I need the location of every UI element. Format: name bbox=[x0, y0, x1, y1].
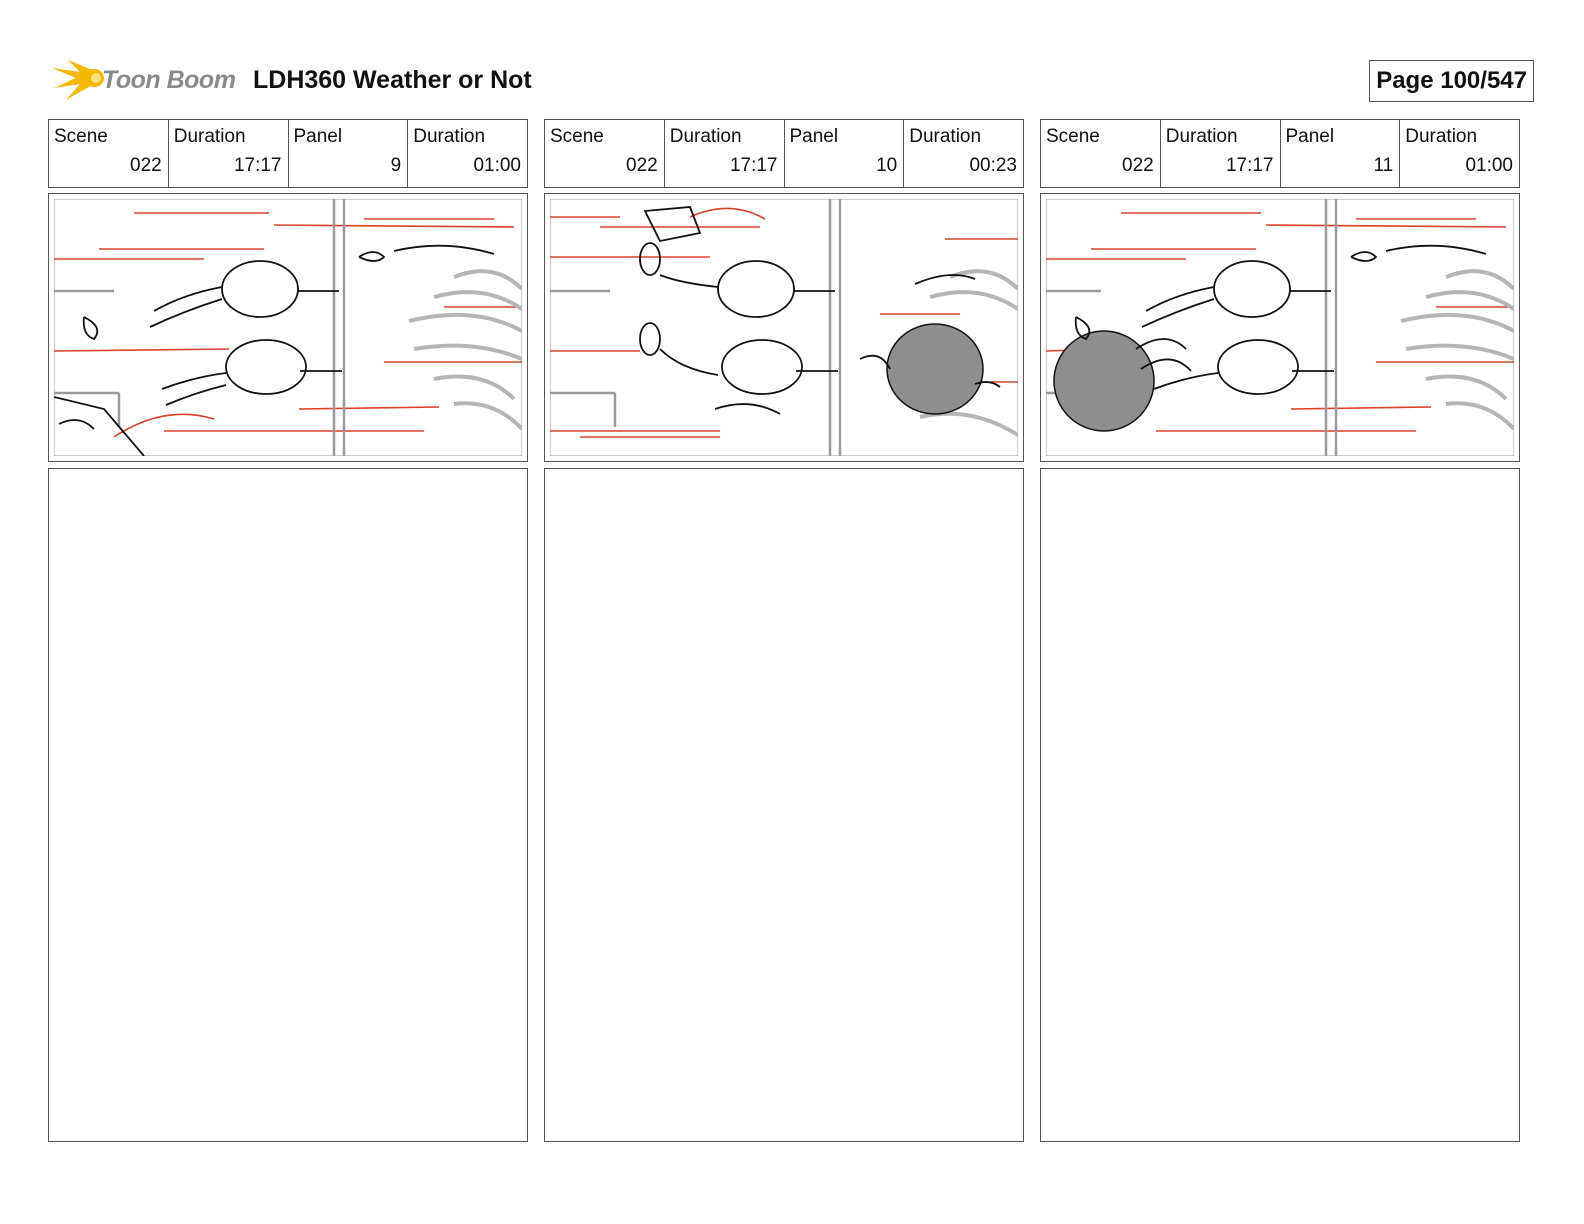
scene-label: Scene bbox=[54, 126, 108, 147]
panel-cell bbox=[784, 120, 904, 187]
scene-duration-cell bbox=[664, 120, 784, 187]
panel-frame[interactable] bbox=[544, 193, 1024, 462]
toon-boom-logo bbox=[50, 54, 240, 106]
panel-value: 10 bbox=[876, 155, 898, 176]
panel-cell bbox=[1280, 120, 1400, 187]
panel-frame[interactable] bbox=[48, 193, 528, 462]
scene-value: 022 bbox=[130, 155, 162, 176]
logo-text: Toon Boom bbox=[102, 66, 236, 94]
scene-label: Scene bbox=[550, 126, 604, 147]
panel-info-table bbox=[544, 119, 1024, 188]
panel-notes[interactable] bbox=[1040, 468, 1520, 1142]
panel-label: Panel bbox=[293, 126, 343, 147]
page-number: Page 100/547 bbox=[1369, 60, 1534, 102]
storyboard-sketch-icon bbox=[54, 199, 522, 456]
scene-label: Scene bbox=[1046, 126, 1100, 147]
scene-cell bbox=[1041, 120, 1160, 187]
panel-info-table bbox=[48, 119, 528, 188]
panel-value: 11 bbox=[1373, 155, 1394, 176]
scene-value: 022 bbox=[626, 155, 658, 176]
storyboard-sketch-icon bbox=[1046, 199, 1514, 456]
panel-value: 9 bbox=[390, 155, 402, 176]
document-title: LDH360 Weather or Not bbox=[253, 66, 532, 94]
scene-duration-cell bbox=[168, 120, 288, 187]
scene-duration-value: 17:17 bbox=[729, 155, 778, 176]
panel-notes[interactable] bbox=[544, 468, 1024, 1142]
scene-duration-value: 17:17 bbox=[233, 155, 282, 176]
panel-duration-value: 01:00 bbox=[473, 155, 521, 176]
panel-duration-value: 00:23 bbox=[969, 155, 1017, 176]
panel-duration-label: Duration bbox=[909, 126, 982, 147]
panel-label: Panel bbox=[1285, 126, 1335, 147]
page-header bbox=[50, 52, 1534, 108]
scene-duration-value: 17:17 bbox=[1225, 155, 1274, 176]
panel-duration-label: Duration bbox=[1405, 126, 1478, 147]
panel-info-table bbox=[1040, 119, 1520, 188]
panel-duration-cell bbox=[903, 120, 1023, 187]
scene-duration-label: Duration bbox=[173, 126, 246, 147]
panel-cell bbox=[288, 120, 408, 187]
scene-cell bbox=[545, 120, 664, 187]
panel-duration-value: 01:00 bbox=[1465, 155, 1513, 176]
panel-notes[interactable] bbox=[48, 468, 528, 1142]
panel-duration-label: Duration bbox=[413, 126, 486, 147]
panel-duration-cell bbox=[1399, 120, 1519, 187]
scene-duration-cell bbox=[1160, 120, 1280, 187]
scene-cell bbox=[49, 120, 168, 187]
panel-frame[interactable] bbox=[1040, 193, 1520, 462]
scene-duration-label: Duration bbox=[669, 126, 742, 147]
panel-duration-cell bbox=[407, 120, 527, 187]
starburst-icon bbox=[50, 54, 106, 106]
scene-duration-label: Duration bbox=[1165, 126, 1238, 147]
panel-label: Panel bbox=[789, 126, 839, 147]
scene-value: 022 bbox=[1122, 155, 1154, 176]
storyboard-sketch-icon bbox=[550, 199, 1018, 456]
